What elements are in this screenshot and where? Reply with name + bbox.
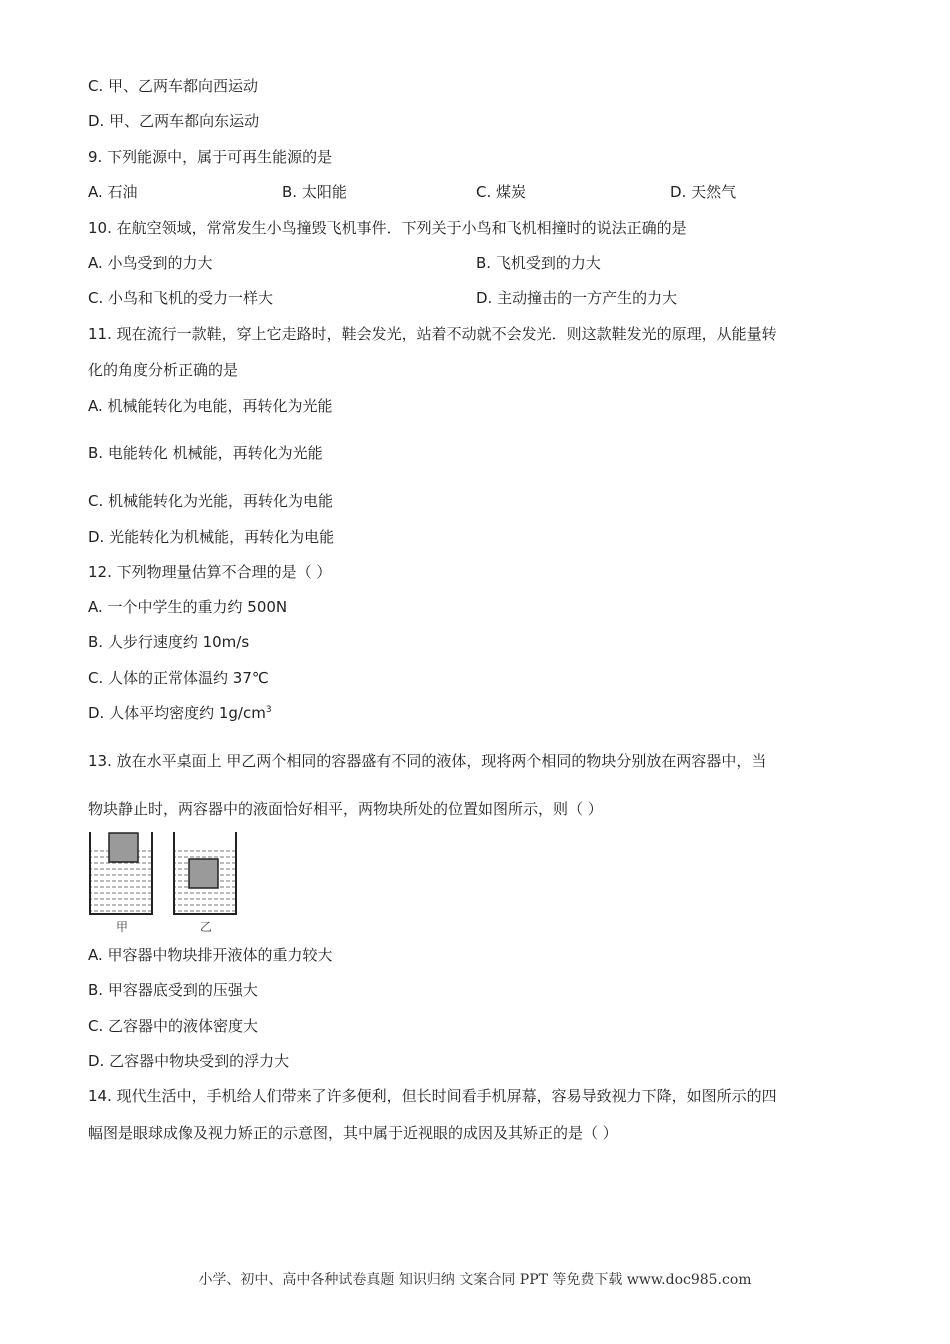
q9-stem: 9. 下列能源中，属于可再生能源的是 [88, 148, 333, 166]
block-jia [109, 833, 138, 862]
q9-option-b: B. 太阳能 [282, 183, 347, 201]
q10-option-b: B. 飞机受到的力大 [476, 254, 601, 272]
q11-option-d: D. 光能转化为机械能，再转化为电能 [88, 528, 335, 546]
q11-stem-line1: 11. 现在流行一款鞋，穿上它走路时，鞋会发光，站着不动就不会发光．则这款鞋发光的原理，从能量转 [88, 325, 777, 343]
container-yi [174, 832, 236, 914]
q13-option-a: A. 甲容器中物块排开液体的重力较大 [88, 946, 333, 964]
q11-stem-line2: 化的角度分析正确的是 [88, 361, 239, 379]
q13-containers-figure [88, 830, 248, 938]
q12-option-a: A. 一个中学生的重力约 500N [88, 598, 288, 616]
q10-option-d: D. 主动撞击的一方产生的力大 [476, 289, 678, 307]
q13-stem-line1: 13. 放在水平桌面上 甲乙两个相同的容器盛有不同的液体，现将两个相同的物块分别放在两容器中，当 [88, 752, 767, 770]
q13-option-c: C. 乙容器中的液体密度大 [88, 1017, 259, 1035]
q10-option-a: A. 小鸟受到的力大 [88, 254, 213, 272]
q9-option-a: A. 石油 [88, 183, 138, 201]
q8-option-c: C. 甲、乙两车都向西运动 [88, 77, 259, 95]
q12-option-d-text: D. 人体平均密度约 1g/cm [88, 704, 266, 722]
q12-option-c: C. 人体的正常体温约 37℃ [88, 669, 269, 687]
q14-stem-line1: 14. 现代生活中，手机给人们带来了许多便利，但长时间看手机屏幕，容易导致视力下降，如图所示的四 [88, 1087, 777, 1105]
q12-option-d [88, 703, 272, 723]
label-jia: 甲 [116, 920, 129, 934]
block-yi [189, 859, 218, 888]
q11-option-a: A. 机械能转化为电能，再转化为光能 [88, 397, 333, 415]
q12-option-d-superscript: 3 [265, 705, 272, 715]
q13-option-d: D. 乙容器中物块受到的浮力大 [88, 1052, 290, 1070]
q8-option-d: D. 甲、乙两车都向东运动 [88, 112, 260, 130]
q11-option-c: C. 机械能转化为光能，再转化为电能 [88, 492, 334, 510]
q14-stem-line2: 幅图是眼球成像及视力矫正的示意图，其中属于近视眼的成因及其矫正的是（ ） [88, 1124, 618, 1142]
q9-option-d: D. 天然气 [670, 183, 737, 201]
q13-stem-line2: 物块静止时，两容器中的液面恰好相平，两物块所处的位置如图所示，则（ ） [88, 800, 603, 818]
q12-option-b: B. 人步行速度约 10m/s [88, 633, 250, 651]
page-footer: 小学、初中、高中各种试卷真题 知识归纳 文案合同 PPT 等免费下载 www.doc985.com [198, 1272, 752, 1288]
q9-option-c: C. 煤炭 [476, 183, 527, 201]
q11-option-b: B. 电能转化 机械能，再转化为光能 [88, 444, 323, 462]
q13-option-b: B. 甲容器底受到的压强大 [88, 981, 258, 999]
q12-stem: 12. 下列物理量估算不合理的是（ ） [88, 563, 332, 581]
q10-option-c: C. 小鸟和飞机的受力一样大 [88, 289, 274, 307]
q10-stem: 10. 在航空领域，常常发生小鸟撞毁飞机事件．下列关于小鸟和飞机相撞时的说法正确的是 [88, 219, 687, 237]
label-yi: 乙 [200, 920, 213, 934]
container-jia [90, 832, 152, 914]
